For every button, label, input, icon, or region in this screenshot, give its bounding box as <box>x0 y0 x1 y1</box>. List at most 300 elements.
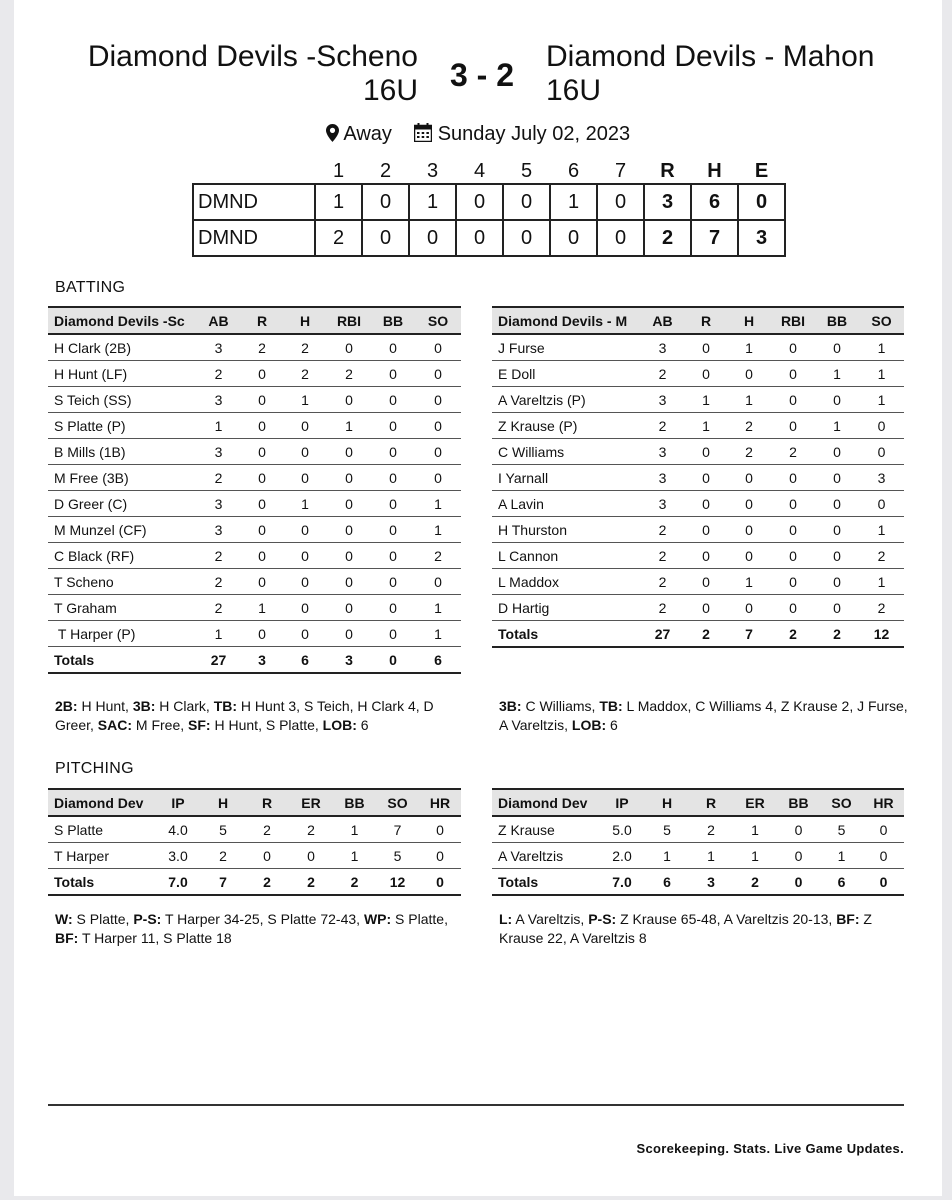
player-name: L Maddox <box>492 569 640 595</box>
player-row <box>492 491 904 517</box>
stat-column-header: BB <box>371 307 415 334</box>
batting-section-label: BATTING <box>55 279 126 296</box>
player-name: A Vareltzis (P) <box>492 387 640 413</box>
totals-cell: 3 <box>327 647 371 674</box>
stat-cell: 1 <box>415 621 461 647</box>
stat-cell: 3 <box>640 334 685 361</box>
note-key: SF: <box>188 717 211 733</box>
note-value: 6 <box>356 717 369 733</box>
player-row <box>48 843 461 869</box>
stat-cell: 0 <box>245 843 289 869</box>
linescore-total-cell: 7 <box>691 220 738 256</box>
player-name: T Graham <box>48 595 196 621</box>
batting-header-row <box>492 307 904 334</box>
player-name: M Free (3B) <box>48 465 196 491</box>
stat-cell: 2.0 <box>599 843 645 869</box>
stat-cell: 0 <box>327 465 371 491</box>
stat-cell: 1 <box>283 387 327 413</box>
stat-column-header: R <box>689 789 733 816</box>
player-row <box>492 413 904 439</box>
totals-label: Totals <box>48 869 155 896</box>
stat-cell: 0 <box>371 517 415 543</box>
linescore-total-cell: 0 <box>738 184 785 220</box>
stat-cell: 0 <box>863 816 904 843</box>
note-value: H Clark, <box>155 698 214 714</box>
player-name: E Doll <box>492 361 640 387</box>
stat-cell: 2 <box>283 334 327 361</box>
note-value: H Hunt, <box>77 698 133 714</box>
note-key: P-S: <box>588 911 617 927</box>
inning-header: 6 <box>567 160 580 182</box>
stat-cell: 0 <box>815 517 859 543</box>
inning-score-cell: 0 <box>362 184 409 220</box>
stat-column-header: ER <box>733 789 777 816</box>
stat-cell: 0 <box>771 334 815 361</box>
game-date: Sunday July 02, 2023 <box>437 123 631 145</box>
stat-cell: 3.0 <box>155 843 201 869</box>
inning-score-cell: 0 <box>597 184 644 220</box>
note-key: P-S: <box>133 911 162 927</box>
totals-row <box>492 621 904 648</box>
stat-cell: 1 <box>645 843 689 869</box>
stat-column-header: AB <box>640 307 685 334</box>
stat-cell: 1 <box>241 595 283 621</box>
stat-cell: 0 <box>371 361 415 387</box>
player-name: D Hartig <box>492 595 640 621</box>
stat-cell: 1 <box>733 816 777 843</box>
totals-row <box>492 869 904 896</box>
stat-cell: 2 <box>859 543 904 569</box>
pitching-section-label: PITCHING <box>55 760 134 777</box>
stat-column-header: SO <box>859 307 904 334</box>
inning-score-cell: 0 <box>503 220 550 256</box>
stat-cell: 0 <box>415 439 461 465</box>
stat-cell: 0 <box>771 569 815 595</box>
totals-cell: 2 <box>771 621 815 648</box>
stat-column-header: R <box>245 789 289 816</box>
note-value: A Vareltzis, <box>512 911 589 927</box>
inning-score-cell: 0 <box>550 220 597 256</box>
stat-cell: 0 <box>241 465 283 491</box>
inning-header: 3 <box>426 160 439 182</box>
player-name: B Mills (1B) <box>48 439 196 465</box>
stat-cell: 0 <box>241 387 283 413</box>
totals-cell: 0 <box>777 869 820 896</box>
inning-score-cell: 1 <box>409 184 456 220</box>
inning-header: 7 <box>614 160 627 182</box>
away-pitching-notes <box>55 910 470 948</box>
stat-cell: 0 <box>241 361 283 387</box>
stat-cell: 0 <box>777 843 820 869</box>
note-key: BF: <box>55 930 79 946</box>
stat-cell: 0 <box>727 595 771 621</box>
stat-cell: 1 <box>415 491 461 517</box>
stat-cell: 0 <box>815 465 859 491</box>
stat-cell: 0 <box>327 621 371 647</box>
away-team-name-line2: 16U <box>362 74 418 107</box>
stat-cell: 1 <box>815 413 859 439</box>
linescore-corner <box>193 160 315 184</box>
stat-cell: 0 <box>283 439 327 465</box>
stat-cell: 1 <box>859 517 904 543</box>
player-name: L Cannon <box>492 543 640 569</box>
stat-cell: 0 <box>371 595 415 621</box>
runs-header: R <box>660 160 675 182</box>
stat-column-header: ER <box>289 789 333 816</box>
note-value: 6 <box>606 717 618 733</box>
totals-cell: 3 <box>689 869 733 896</box>
stat-cell: 0 <box>241 439 283 465</box>
linescore-total-cell: 2 <box>644 220 691 256</box>
stat-cell: 0 <box>777 816 820 843</box>
stat-column-header: BB <box>815 307 859 334</box>
linescore-row <box>193 184 785 220</box>
stat-column-header: BB <box>333 789 376 816</box>
inning-header: 2 <box>379 160 392 182</box>
stat-cell: 0 <box>727 361 771 387</box>
linescore-total-cell: 3 <box>644 184 691 220</box>
totals-label: Totals <box>492 621 640 648</box>
stat-cell: 0 <box>371 569 415 595</box>
player-name: H Clark (2B) <box>48 334 196 361</box>
stat-column-header: R <box>685 307 727 334</box>
inning-score-cell: 1 <box>315 184 362 220</box>
totals-cell: 12 <box>859 621 904 648</box>
stat-cell: 2 <box>196 569 241 595</box>
note-value: H Hunt, S Platte, <box>210 717 323 733</box>
stat-cell: 0 <box>727 543 771 569</box>
stat-cell: 0 <box>327 569 371 595</box>
stat-cell: 1 <box>685 413 727 439</box>
note-key: W: <box>55 911 73 927</box>
linescore-header-row <box>193 160 785 184</box>
stat-cell: 0 <box>327 543 371 569</box>
home-team-name-line2: 16U <box>546 74 602 107</box>
totals-row <box>48 869 461 896</box>
linescore-table <box>192 160 786 257</box>
note-key: 3B: <box>499 698 522 714</box>
player-row <box>492 465 904 491</box>
player-name: M Munzel (CF) <box>48 517 196 543</box>
note-value: C Williams, <box>521 698 600 714</box>
note-value: L Maddox, C Williams 4, Z Krause 2, J Furse, A Vareltzis, <box>499 698 908 733</box>
stat-cell: 0 <box>415 413 461 439</box>
stat-cell: 0 <box>727 465 771 491</box>
note-value: T Harper 34-25, S Platte 72-43, <box>161 911 364 927</box>
stat-cell: 0 <box>419 816 461 843</box>
stat-cell: 0 <box>771 491 815 517</box>
stat-cell: 1 <box>283 491 327 517</box>
player-row <box>48 334 461 361</box>
team-column-header: Diamond Devils -Sc <box>48 307 196 334</box>
player-row <box>48 361 461 387</box>
totals-cell: 7.0 <box>155 869 201 896</box>
calendar-icon <box>414 123 438 145</box>
totals-cell: 12 <box>376 869 419 896</box>
stat-cell: 0 <box>283 595 327 621</box>
stat-cell: 0 <box>685 334 727 361</box>
note-key: LOB: <box>322 717 357 733</box>
batting-header-row <box>48 307 461 334</box>
stat-cell: 3 <box>196 334 241 361</box>
game-meta <box>14 121 942 147</box>
player-name: H Thurston <box>492 517 640 543</box>
stat-cell: 5 <box>376 843 419 869</box>
note-value: M Free, <box>132 717 189 733</box>
stat-cell: 1 <box>859 334 904 361</box>
stat-cell: 0 <box>327 595 371 621</box>
totals-cell: 0 <box>371 647 415 674</box>
stat-column-header: H <box>283 307 327 334</box>
player-row <box>48 387 461 413</box>
note-value: Z Krause 65-48, A Vareltzis 20-13, <box>616 911 837 927</box>
stat-cell: 2 <box>640 517 685 543</box>
stat-column-header: RBI <box>771 307 815 334</box>
stat-cell: 2 <box>640 543 685 569</box>
stat-cell: 3 <box>640 387 685 413</box>
totals-cell: 0 <box>419 869 461 896</box>
stat-cell: 3 <box>640 491 685 517</box>
stat-cell: 0 <box>415 569 461 595</box>
stat-cell: 0 <box>283 543 327 569</box>
stat-cell: 1 <box>727 387 771 413</box>
player-name: C Williams <box>492 439 640 465</box>
stat-cell: 1 <box>859 361 904 387</box>
stat-cell: 0 <box>815 387 859 413</box>
errors-header: E <box>754 160 769 182</box>
stat-cell: 0 <box>859 491 904 517</box>
note-value: S Platte, <box>72 911 134 927</box>
stat-cell: 3 <box>196 387 241 413</box>
stat-cell: 0 <box>685 361 727 387</box>
stat-cell: 1 <box>327 413 371 439</box>
player-name: H Hunt (LF) <box>48 361 196 387</box>
stat-cell: 0 <box>815 543 859 569</box>
note-key: BF: <box>836 911 860 927</box>
linescore-team-cell: DMND <box>193 184 315 220</box>
away-team-name <box>14 40 418 108</box>
stat-cell: 5.0 <box>599 816 645 843</box>
player-name: A Lavin <box>492 491 640 517</box>
stat-column-header: R <box>241 307 283 334</box>
home-pitching-notes <box>499 910 914 948</box>
stat-cell: 2 <box>640 361 685 387</box>
stat-cell: 5 <box>201 816 245 843</box>
stat-cell: 0 <box>415 361 461 387</box>
stat-cell: 0 <box>241 517 283 543</box>
stat-cell: 2 <box>640 569 685 595</box>
stat-column-header: H <box>645 789 689 816</box>
stat-column-header: HR <box>863 789 904 816</box>
player-row <box>48 816 461 843</box>
stat-cell: 0 <box>685 517 727 543</box>
stat-cell: 0 <box>371 334 415 361</box>
stat-cell: 0 <box>283 413 327 439</box>
team-column-header: Diamond Devils - M <box>492 307 640 334</box>
totals-cell: 6 <box>283 647 327 674</box>
stat-cell: 2 <box>689 816 733 843</box>
player-name: Z Krause (P) <box>492 413 640 439</box>
totals-cell: 2 <box>289 869 333 896</box>
stat-cell: 0 <box>289 843 333 869</box>
team-column-header: Diamond Dev <box>492 789 599 816</box>
boxscore-page <box>14 0 942 1196</box>
note-value: S Platte, <box>391 911 448 927</box>
totals-label: Totals <box>492 869 599 896</box>
stat-cell: 0 <box>415 387 461 413</box>
stat-cell: 0 <box>815 595 859 621</box>
totals-cell: 2 <box>333 869 376 896</box>
stat-column-header: SO <box>820 789 863 816</box>
stat-column-header: H <box>727 307 771 334</box>
stat-cell: 1 <box>196 621 241 647</box>
home-batting-table <box>492 306 904 648</box>
note-key: 3B: <box>132 698 156 714</box>
stat-cell: 0 <box>685 465 727 491</box>
stat-cell: 0 <box>283 569 327 595</box>
home-team-name-line1: Diamond Devils - Mahon <box>546 40 875 73</box>
stat-cell: 0 <box>415 334 461 361</box>
inning-header: 4 <box>473 160 486 182</box>
stat-cell: 1 <box>415 595 461 621</box>
stat-column-header: IP <box>155 789 201 816</box>
stat-cell: 2 <box>727 439 771 465</box>
stat-cell: 4.0 <box>155 816 201 843</box>
stat-cell: 2 <box>640 413 685 439</box>
player-row <box>48 543 461 569</box>
note-key: L: <box>499 911 513 927</box>
stat-cell: 0 <box>415 465 461 491</box>
stat-cell: 0 <box>283 621 327 647</box>
stat-cell: 0 <box>371 543 415 569</box>
stat-cell: 0 <box>685 491 727 517</box>
player-row <box>492 439 904 465</box>
totals-cell: 3 <box>241 647 283 674</box>
stat-cell: 0 <box>371 621 415 647</box>
inning-score-cell: 0 <box>597 220 644 256</box>
stat-cell: 3 <box>640 439 685 465</box>
totals-cell: 7 <box>201 869 245 896</box>
player-name: S Platte <box>48 816 155 843</box>
linescore-row <box>193 220 785 256</box>
stat-cell: 3 <box>640 465 685 491</box>
stat-cell: 1 <box>859 569 904 595</box>
stat-cell: 0 <box>771 595 815 621</box>
inning-score-cell: 0 <box>409 220 456 256</box>
stat-cell: 0 <box>815 491 859 517</box>
stat-cell: 0 <box>685 543 727 569</box>
stat-cell: 1 <box>727 334 771 361</box>
player-row <box>492 595 904 621</box>
stat-cell: 1 <box>815 361 859 387</box>
stat-cell: 0 <box>685 595 727 621</box>
stat-cell: 2 <box>196 543 241 569</box>
stat-cell: 0 <box>727 491 771 517</box>
player-row <box>48 517 461 543</box>
stat-cell: 2 <box>196 465 241 491</box>
stat-cell: 5 <box>820 816 863 843</box>
stat-cell: 3 <box>859 465 904 491</box>
totals-cell: 2 <box>733 869 777 896</box>
player-name: T Harper (P) <box>48 621 196 647</box>
stat-cell: 0 <box>371 465 415 491</box>
note-value: T Harper 11, S Platte 18 <box>78 930 232 946</box>
stat-cell: 2 <box>289 816 333 843</box>
stat-cell: 0 <box>283 465 327 491</box>
player-row <box>48 569 461 595</box>
stat-cell: 0 <box>771 361 815 387</box>
player-name: T Harper <box>48 843 155 869</box>
stat-cell: 0 <box>863 843 904 869</box>
totals-cell: 6 <box>820 869 863 896</box>
stat-cell: 1 <box>333 843 376 869</box>
inning-score-cell: 0 <box>456 184 503 220</box>
player-row <box>492 569 904 595</box>
totals-cell: 27 <box>640 621 685 648</box>
footer-tagline: Scorekeeping. Stats. Live Game Updates. <box>636 1141 904 1156</box>
stat-cell: 0 <box>283 517 327 543</box>
stat-cell: 1 <box>333 816 376 843</box>
player-name: S Teich (SS) <box>48 387 196 413</box>
stat-cell: 0 <box>327 517 371 543</box>
stat-cell: 0 <box>727 517 771 543</box>
home-batting-notes <box>499 697 909 735</box>
note-key: WP: <box>363 911 392 927</box>
stat-cell: 2 <box>859 595 904 621</box>
player-row <box>492 816 904 843</box>
totals-cell: 2 <box>245 869 289 896</box>
totals-cell: 6 <box>645 869 689 896</box>
home-pitching-table <box>492 788 904 896</box>
inning-score-cell: 0 <box>456 220 503 256</box>
stat-cell: 2 <box>640 595 685 621</box>
player-row <box>492 361 904 387</box>
totals-label: Totals <box>48 647 196 674</box>
player-row <box>492 387 904 413</box>
note-key: LOB: <box>571 717 607 733</box>
stat-cell: 0 <box>241 491 283 517</box>
stat-cell: 0 <box>327 387 371 413</box>
note-value: H Hunt 3, S Teich, H Clark 4, D Greer, <box>55 698 434 733</box>
location-text: Away <box>343 123 392 145</box>
note-key: 2B: <box>55 698 78 714</box>
stat-cell: 0 <box>771 465 815 491</box>
player-row <box>48 439 461 465</box>
stat-cell: 1 <box>196 413 241 439</box>
linescore-team-cell: DMND <box>193 220 315 256</box>
stat-cell: 3 <box>196 439 241 465</box>
stat-cell: 2 <box>727 413 771 439</box>
away-batting-table <box>48 306 461 674</box>
stat-cell: 3 <box>196 491 241 517</box>
stat-cell: 0 <box>685 439 727 465</box>
player-row <box>48 465 461 491</box>
stat-cell: 7 <box>376 816 419 843</box>
inning-score-cell: 0 <box>503 184 550 220</box>
stat-cell: 1 <box>689 843 733 869</box>
inning-score-cell: 1 <box>550 184 597 220</box>
stat-cell: 0 <box>771 543 815 569</box>
away-batting-notes <box>55 697 465 735</box>
stat-cell: 0 <box>327 491 371 517</box>
totals-row <box>48 647 461 674</box>
stat-cell: 1 <box>859 387 904 413</box>
totals-cell: 6 <box>415 647 461 674</box>
stat-cell: 0 <box>815 569 859 595</box>
stat-cell: 2 <box>415 543 461 569</box>
stat-cell: 1 <box>727 569 771 595</box>
totals-cell: 7.0 <box>599 869 645 896</box>
